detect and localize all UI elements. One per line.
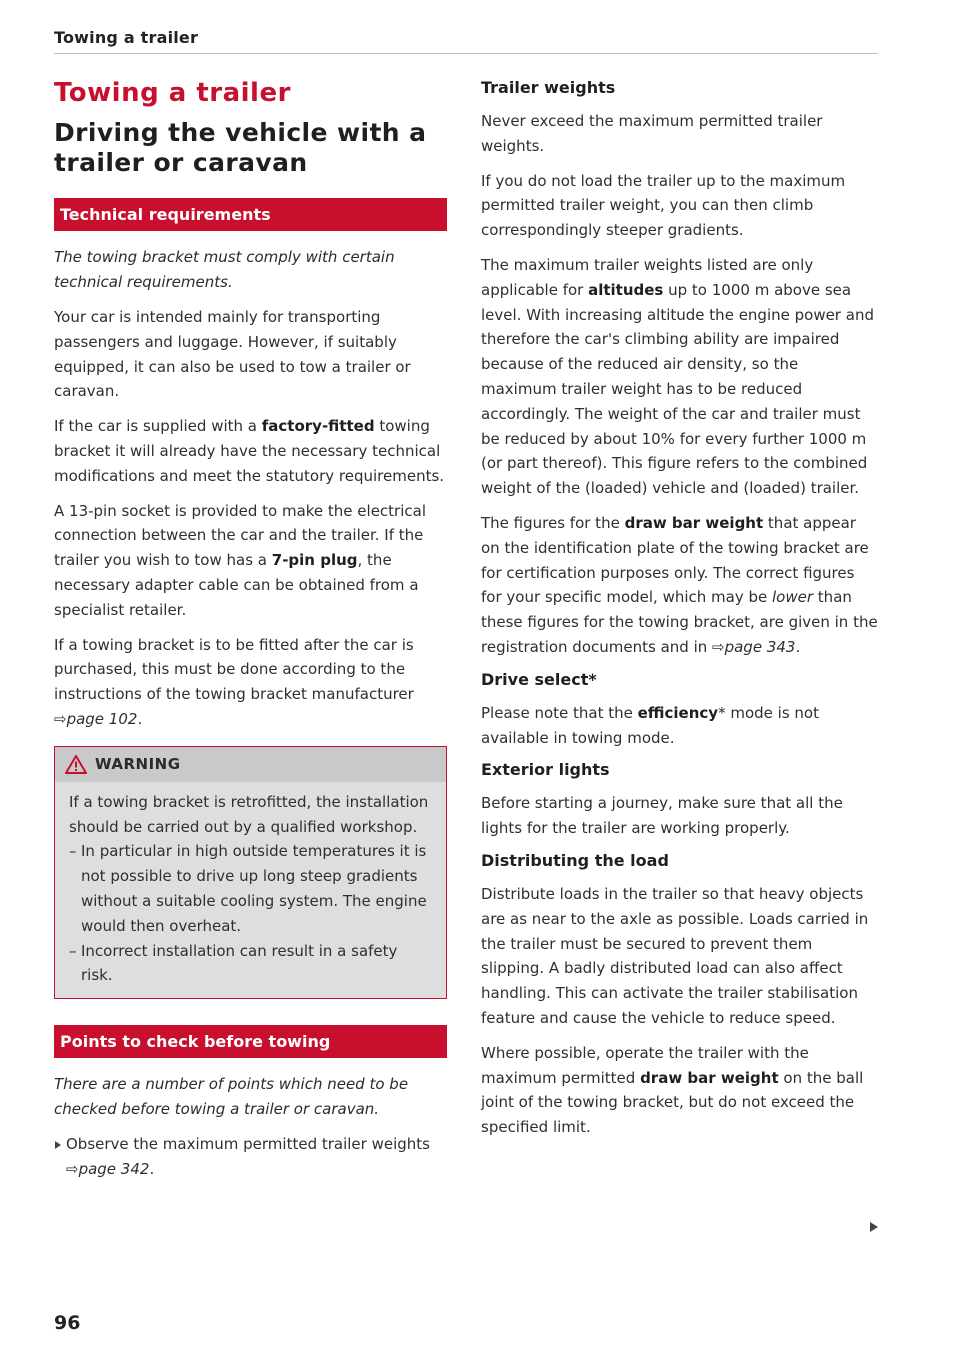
bold-7-pin-plug: 7-pin plug <box>271 551 358 570</box>
paragraph-gradients: If you do not load the trailer up to the maximum permitted trailer weight, you can then climb correspondingly steeper gradients. <box>481 171 846 240</box>
running-header: Towing a trailer <box>54 28 199 47</box>
heading-trailer-weights: Trailer weights <box>481 78 616 97</box>
paragraph-purpose: Your car is intended mainly for transporting passengers and luggage. However, if suitably equipped, it can also be used to tow a trailer or caravan. <box>54 308 411 401</box>
paragraph-efficiency: Please note that the efficiency* mode is not available in towing mode. <box>481 703 819 747</box>
paragraph-factory-fitted: If the car is supplied with a factory-fitted towing bracket it will already have the necessary technical modifications and meet the statutory requirements. <box>54 417 445 485</box>
page-ref-link[interactable]: ⇨page 342 <box>66 1159 150 1178</box>
step-item: Observe the maximum permitted trailer weights ⇨page 342. <box>54 1132 447 1182</box>
paragraph-retrofit: If a towing bracket is to be fitted after the car is purchased, this must be done according to the instructions of the towing bracket manufacturer ⇨page 102. <box>54 635 414 728</box>
heading-distributing-load: Distributing the load <box>481 850 669 870</box>
page-ref-link[interactable]: ⇨page 102 <box>54 709 138 728</box>
bold-draw-bar-weight: draw bar weight <box>624 513 764 532</box>
bold-draw-bar-weight: draw bar weight <box>640 1068 779 1087</box>
intro-points-to-check: There are a number of points which need to be checked before towing a trailer or caravan. <box>54 1075 409 1119</box>
warning-triangle-icon <box>65 755 87 774</box>
header-rule <box>54 53 878 54</box>
warning-item: – Incorrect installation can result in a safety risk. <box>69 939 432 989</box>
warning-list <box>69 839 432 988</box>
right-column <box>481 74 878 1150</box>
warning-item: – In particular in high outside temperatures it is not possible to drive up long steep gradients without a suitable cooling system. The engine would then overheat. <box>69 839 432 938</box>
warning-text: If a towing bracket is retrofitted, the installation should be carried out by a qualified workshop. <box>69 792 429 836</box>
intro-technical-requirements: The towing bracket must comply with certain technical requirements. <box>54 248 395 291</box>
warning-header <box>55 747 446 782</box>
paragraph-draw-bar-weight: The figures for the draw bar weight that appear on the identification plate of the towing bracket are for certification purposes only. The correct figures for your specific model, which may be lower than these figures for the towing bracket, are given in the registration documents and in ⇨page 343. <box>481 513 878 656</box>
continue-arrow-icon <box>870 1222 878 1232</box>
heading-exterior-lights: Exterior lights <box>481 760 610 780</box>
warning-box <box>54 746 447 999</box>
paragraph-altitudes: The maximum trailer weights listed are only applicable for altitudes up to 1000 m above sea level. With increasing altitude the engine power and therefore the car's climbing ability are impaired because of the reduced air density, so the maximum trailer weight has to be reduced accordingly. The weight of the car and trailer must be reduced by about 10% for every further 1000 m (or part thereof). This figure refers to the combined weight of the (loaded) vehicle and (loaded) trailer. <box>481 255 874 498</box>
paragraph-never-exceed: Never exceed the maximum permitted trailer weights. <box>481 112 823 155</box>
paragraph-lights: Before starting a journey, make sure that all the lights for the trailer are working properly. <box>481 794 843 838</box>
page-ref-link[interactable]: ⇨page 343 <box>712 637 796 656</box>
paragraph-distribute: Distribute loads in the trailer so that heavy objects are as near to the axle as possible. Loads carried in the trailer must be secured to prevent them slipping. A badly distributed load can also affect handling. This can activate the trailer stabilisation feature and cause the vehicle to reduce speed. <box>481 884 869 1027</box>
heading-drive-select: Drive select* <box>481 669 597 689</box>
bold-altitudes: altitudes <box>588 280 664 299</box>
chapter-title: Towing a trailer <box>54 78 291 108</box>
page-number: 96 <box>54 1312 81 1334</box>
warning-body <box>55 782 446 998</box>
bold-factory-fitted: factory-fitted <box>261 417 375 436</box>
section-title: Driving the vehicle with a trailer or caravan <box>54 118 427 177</box>
section-bar-technical-requirements: Technical requirements <box>54 198 447 231</box>
warning-title: WARNING <box>95 755 181 774</box>
paragraph-ball-joint: Where possible, operate the trailer with the maximum permitted draw bar weight on the ball joint of the towing bracket, but do not exceed the specified limit. <box>481 1043 864 1137</box>
paragraph-socket: A 13-pin socket is provided to make the electrical connection between the car and the trailer. If the trailer you wish to tow has a 7-pin plug, the necessary adapter cable can be obtained from a specialist retailer. <box>54 501 426 619</box>
left-column <box>54 74 447 1182</box>
italic-lower: lower <box>772 588 814 607</box>
section-bar-points-to-check: Points to check before towing <box>54 1025 447 1058</box>
bold-efficiency: efficiency <box>637 703 719 722</box>
